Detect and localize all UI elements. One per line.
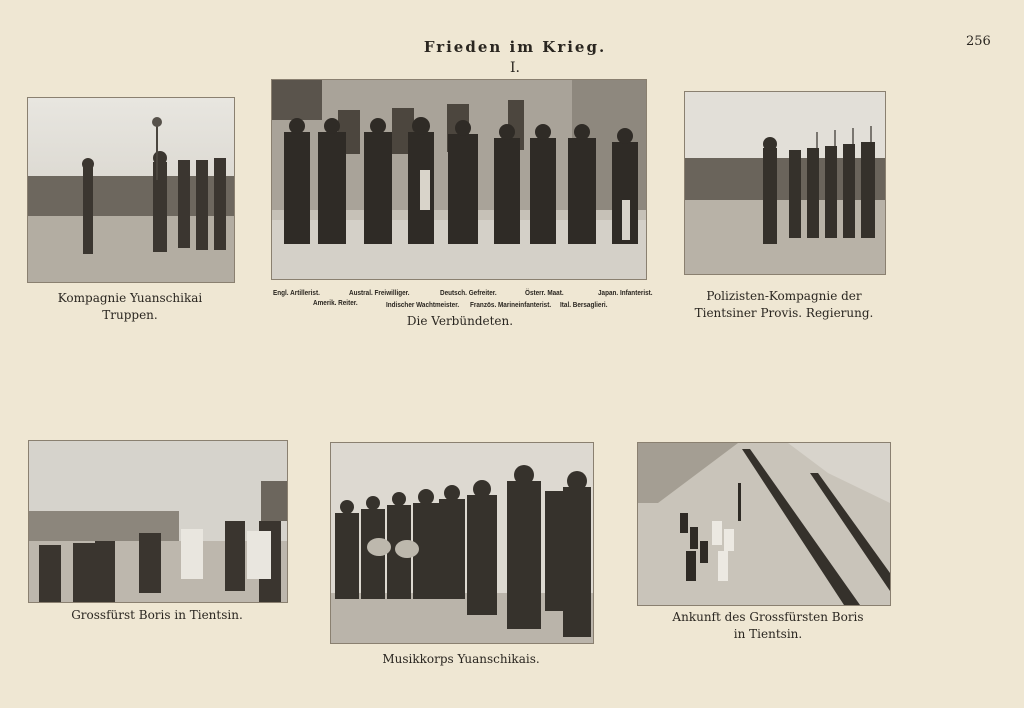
caption-photo-5: Musikkorps Yuanschikais.: [382, 652, 540, 666]
label-ital-bersaglieri: Ital. Bersaglieri.: [560, 300, 608, 309]
photo-yuanschikai-troops: [27, 97, 235, 283]
label-oesterr-maat: Österr. Maat.: [525, 288, 564, 297]
photo-grand-duke-boris: [28, 440, 288, 603]
label-austral-freiwilliger: Austral. Freiwilliger.: [349, 288, 410, 297]
caption-photo-6: Ankunft des Grossfürsten Boris in Tientsin.: [672, 610, 864, 641]
photo-police-company: [684, 91, 886, 275]
label-engl-artillerist: Engl. Artillerist.: [273, 288, 320, 297]
photo-allied-soldiers: [271, 79, 647, 280]
label-amerik-reiter: Amerik. Reiter.: [313, 298, 358, 307]
caption-photo-3: Polizisten-Kompagnie der Tientsiner Provis. Regierung.: [694, 289, 874, 320]
photo-arrival-boris: [637, 442, 891, 606]
page-number: 256: [966, 34, 991, 49]
label-deutsch-gefreiter: Deutsch. Gefreiter.: [440, 288, 497, 297]
label-japan-infanterist: Japan. Infanterist.: [598, 288, 653, 297]
photo-band-yuanschikai: [330, 442, 594, 644]
page-title: Frieden im Krieg.: [423, 38, 607, 56]
caption-photo-1: Kompagnie Yuanschikai Truppen.: [57, 291, 203, 322]
label-franzoes-marineinfanterist: Französ. Marineinfanterist.: [470, 300, 552, 309]
caption-photo-4: Grossfürst Boris in Tientsin.: [71, 608, 243, 622]
page-subtitle: I.: [510, 60, 520, 76]
caption-photo-2: Die Verbündeten.: [406, 314, 514, 328]
label-indischer-wachtmeister: Indischer Wachtmeister.: [386, 300, 460, 309]
